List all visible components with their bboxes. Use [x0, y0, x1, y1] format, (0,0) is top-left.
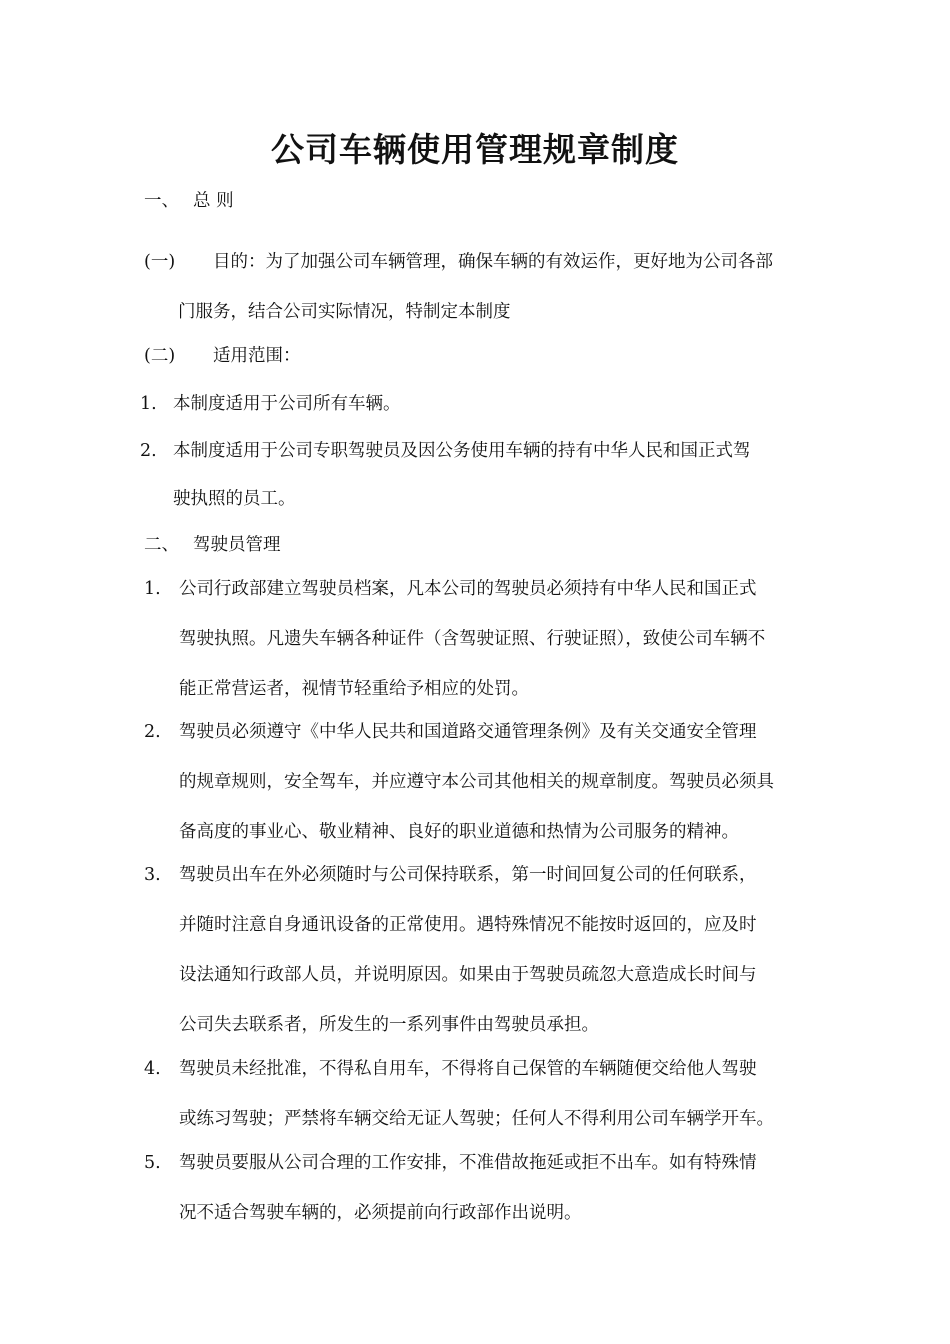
section-number: 二、	[144, 535, 179, 555]
list-item-line: 公司行政部建立驾驶员档案，凡本公司的驾驶员必须持有中华人民和国正式	[179, 579, 757, 599]
list-item-line: 驾驶员出车在外必须随时与公司保持联系，第一时间回复公司的任何联系，	[179, 865, 757, 885]
list-number: 5.	[144, 1153, 161, 1173]
list-item-line: 驶执照的员工。	[173, 489, 296, 509]
list-number: 1.	[144, 579, 161, 599]
section-heading: 驾驶员管理	[193, 535, 281, 555]
section-heading: 总 则	[193, 191, 234, 211]
list-number: 2.	[140, 441, 157, 461]
list-item-line: 驾驶员未经批准，不得私自用车，不得将自己保管的车辆随便交给他人驾驶	[179, 1059, 757, 1079]
list-item-line: 本制度适用于公司所有车辆。	[173, 394, 401, 414]
paragraph-line: 门服务，结合公司实际情况，特制定本制度	[178, 302, 511, 322]
list-item-line: 设法通知行政部人员，并说明原因。如果由于驾驶员疏忽大意造成长时间与	[179, 965, 757, 985]
list-item-line: 能正常营运者，视情节轻重给予相应的处罚。	[179, 679, 529, 699]
section-number: 一、	[144, 191, 179, 211]
list-number: 3.	[144, 865, 161, 885]
list-item-line: 备高度的事业心、敬业精神、良好的职业道德和热情为公司服务的精神。	[179, 822, 739, 842]
subsection-number: (二)	[144, 346, 176, 366]
list-item-line: 驾驶执照。凡遗失车辆各种证件（含驾驶证照、行驶证照），致使公司车辆不	[179, 629, 766, 649]
list-item-line: 并随时注意自身通讯设备的正常使用。遇特殊情况不能按时返回的，应及时	[179, 915, 757, 935]
list-number: 2.	[144, 722, 161, 742]
paragraph-line: 适用范围：	[213, 346, 301, 366]
paragraph-line: 目的：为了加强公司车辆管理，确保车辆的有效运作，更好地为公司各部	[213, 252, 773, 272]
list-item-line: 驾驶员要服从公司合理的工作安排，不准借故拖延或拒不出车。如有特殊情	[179, 1153, 757, 1173]
list-number: 4.	[144, 1059, 161, 1079]
list-item-line: 况不适合驾驶车辆的，必须提前向行政部作出说明。	[179, 1203, 582, 1223]
list-item-line: 或练习驾驶；严禁将车辆交给无证人驾驶；任何人不得利用公司车辆学开车。	[179, 1109, 774, 1129]
list-item-line: 驾驶员必须遵守《中华人民共和国道路交通管理条例》及有关交通安全管理	[179, 722, 757, 742]
subsection-number: (一)	[144, 252, 176, 272]
list-item-line: 的规章规则，安全驾车，并应遵守本公司其他相关的规章制度。驾驶员必须具	[179, 772, 774, 792]
list-item-line: 本制度适用于公司专职驾驶员及因公务使用车辆的持有中华人民和国正式驾	[173, 441, 751, 461]
list-number: 1.	[140, 394, 157, 414]
document-title: 公司车辆使用管理规章制度	[271, 130, 679, 169]
list-item-line: 公司失去联系者，所发生的一系列事件由驾驶员承担。	[179, 1015, 599, 1035]
